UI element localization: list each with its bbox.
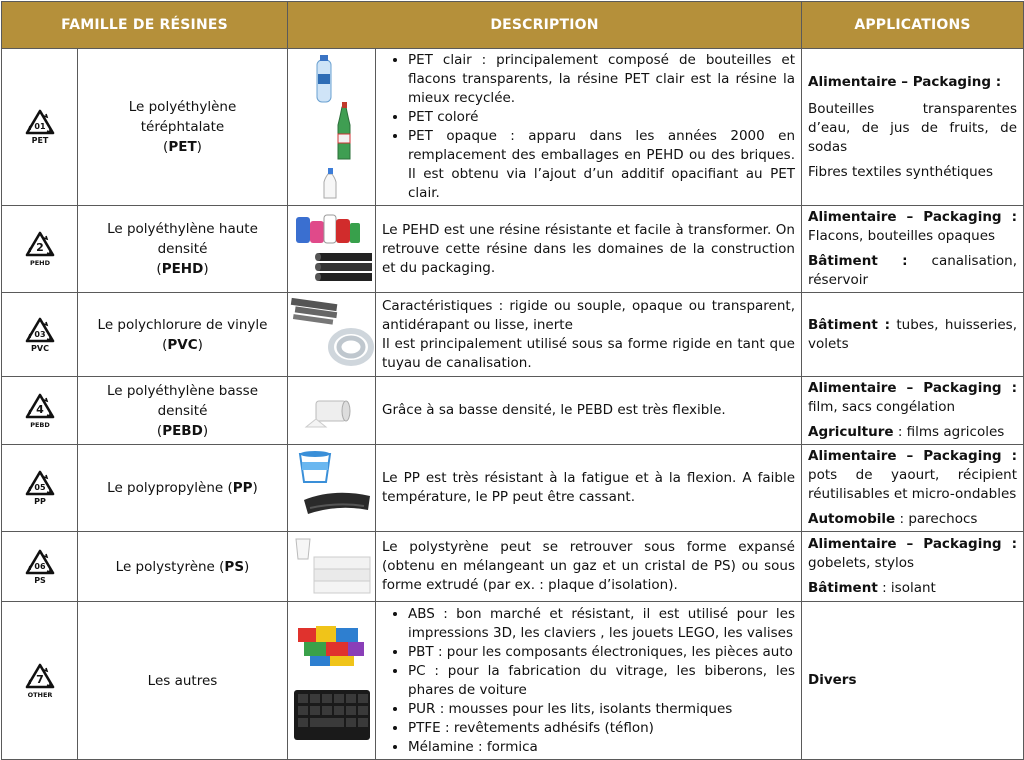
- resin-image-cell: [288, 293, 376, 377]
- application-category: Divers: [808, 672, 857, 688]
- description-item: • PET clair : principalement composé de bouteilles et flacons transparents, la résine PET clair est la résine la mieux recyclée.: [408, 51, 795, 108]
- table-row-other: [2, 602, 1024, 760]
- application-category: Alimentaire – Packaging :: [808, 73, 1002, 90]
- recycling-triangle-icon: [20, 547, 60, 587]
- resin-abbr: PET: [168, 139, 197, 155]
- recycling-symbol-cell: [2, 206, 78, 293]
- resin-applications: [802, 49, 1024, 206]
- description-text: Caractéristiques : rigide ou souple, opaque ou transparent, antidérapant ou lisse, inerte: [382, 297, 795, 333]
- resin-name: [78, 602, 288, 760]
- header-family: FAMILLE DE RÉSINES: [2, 2, 288, 49]
- header-description: DESCRIPTION: [288, 2, 802, 49]
- resin-abbr: PS: [224, 558, 245, 575]
- application-text: tubes, huisseries, volets: [808, 316, 1018, 352]
- bottles-image: [292, 52, 372, 202]
- cup-foam-image: [290, 535, 374, 599]
- application-text: pots de yaourt, récipient réutilisables et micro-ondables: [808, 467, 1017, 502]
- resin-abbr: PEHD: [161, 261, 204, 277]
- resin-description: [376, 206, 802, 293]
- resin-name-text: Le polystyrène: [115, 558, 215, 575]
- table-row-pehd: [2, 206, 1024, 293]
- recycling-triangle-icon: [20, 107, 60, 147]
- resin-abbr-label: PP: [33, 497, 46, 506]
- description-text: Grâce à sa basse densité, le PEBD est très flexible.: [382, 402, 726, 418]
- application-category: Alimentaire – Packaging :: [808, 380, 1017, 396]
- resin-code-label: 05: [33, 483, 46, 492]
- description-list: [382, 51, 795, 203]
- application-category: Alimentaire – Packaging :: [808, 448, 1017, 464]
- description-list: [382, 605, 795, 757]
- resin-name-text: Le polypropylène: [107, 480, 224, 496]
- resin-applications: [802, 602, 1024, 760]
- resin-name-text: Le polyéthylène téréphtalate: [128, 99, 237, 135]
- resin-code-label: 7: [35, 672, 44, 686]
- table-row-ps: [2, 532, 1024, 602]
- resin-name: Le polyéthylène téréphtalate (PET): [78, 49, 288, 206]
- resin-code-label: 06: [33, 561, 46, 571]
- resin-name: Le polyéthylène haute densité (PEHD): [78, 206, 288, 293]
- resin-code-label: 01: [33, 122, 46, 131]
- resin-abbr: PEBD: [162, 422, 203, 439]
- resin-abbr: PVC: [167, 336, 198, 353]
- application-category: Alimentaire – Packaging :: [808, 209, 1017, 225]
- film-roll-image: [302, 391, 362, 431]
- application-text: canalisation, réservoir: [808, 253, 1017, 288]
- description-item: • Mélamine : formica: [408, 738, 795, 757]
- description-item: • PTFE : revêtements adhésifs (téflon): [408, 719, 795, 738]
- recycling-triangle-icon: [20, 315, 60, 355]
- resin-name-text: Le polyéthylène haute densité: [107, 221, 258, 257]
- resin-code-label: 4: [35, 402, 44, 416]
- resin-image-cell: [288, 377, 376, 445]
- resin-applications: [802, 377, 1024, 445]
- application-category: Bâtiment :: [808, 253, 908, 269]
- description-text: Le PEHD est une résine résistante et facile à transformer. On retrouve cette résine dans les domaines de la construction et du packaging.: [382, 221, 795, 276]
- resin-abbr-label: PEHD: [29, 259, 50, 267]
- resin-name-text: Les autres: [147, 672, 218, 689]
- recycling-symbol-cell: [2, 602, 78, 760]
- application-category: Alimentaire – Packaging :: [808, 536, 1017, 552]
- description-item: • ABS : bon marché et résistant, il est utilisé pour les impressions 3D, les claviers , les jouets LEGO, les valises: [408, 605, 795, 643]
- resin-abbr-label: PEBD: [29, 420, 50, 429]
- application-category: Bâtiment :: [808, 316, 890, 333]
- resin-name: Le polyéthylène basse densité (PEBD): [78, 377, 288, 445]
- description-item: • PET coloré: [408, 108, 795, 127]
- resin-applications: [802, 206, 1024, 293]
- resin-code-label: 03: [33, 329, 46, 339]
- recycling-triangle-icon: [20, 229, 60, 269]
- recycling-symbol-cell: [2, 445, 78, 532]
- resin-name: Le polypropylène (PP): [78, 445, 288, 532]
- resin-image-cell: [288, 49, 376, 206]
- resin-description: [376, 49, 802, 206]
- application-text: gobelets, stylos: [808, 555, 915, 571]
- application-text: : isolant: [882, 580, 936, 596]
- resin-abbr-label: PS: [33, 575, 46, 585]
- pvc-pipes-image: [289, 295, 375, 375]
- table-row-pvc: [2, 293, 1024, 377]
- resin-description: [376, 293, 802, 377]
- application-category: Bâtiment: [808, 580, 878, 596]
- description-text: Il est principalement utilisé sous sa forme rigide en tant que tuyau de canalisation.: [382, 335, 795, 371]
- resin-applications: [802, 293, 1024, 377]
- resin-name: Le polystyrène (PS): [78, 532, 288, 602]
- application-category: Agriculture: [808, 424, 894, 440]
- table-row-pp: [2, 445, 1024, 532]
- resin-name-text: Le polychlorure de vinyle: [97, 316, 268, 333]
- recycling-triangle-icon: [20, 661, 60, 701]
- resin-abbr-label: PET: [31, 136, 48, 145]
- application-text: : films agricoles: [897, 424, 1005, 440]
- table-row-pebd: [2, 377, 1024, 445]
- resin-image-cell: [288, 532, 376, 602]
- resin-description: [376, 532, 802, 602]
- resin-description: [376, 377, 802, 445]
- application-text: Bouteilles transparentes d’eau, de jus de fruits, de sodas: [808, 100, 1017, 155]
- detergent-bottles-pipes-image: [290, 209, 374, 289]
- resin-description: [376, 602, 802, 760]
- recycling-symbol-cell: [2, 49, 78, 206]
- recycling-symbol-cell: [2, 377, 78, 445]
- resin-description: [376, 445, 802, 532]
- recycling-symbol-cell: [2, 293, 78, 377]
- resin-applications: [802, 445, 1024, 532]
- description-item: • PET opaque : apparu dans les années 2000 en remplacement des emballages en PEHD ou des briques. Il est obtenu via l’ajout d’un additif opacifiant au PET clair.: [408, 127, 795, 203]
- resin-image-cell: [288, 445, 376, 532]
- resin-table: [1, 1, 1024, 760]
- header-applications: APPLICATIONS: [802, 2, 1024, 49]
- application-text: Fibres textiles synthétiques: [808, 163, 994, 180]
- application-category: Automobile: [808, 511, 896, 527]
- header-row: [2, 2, 1024, 49]
- resin-abbr-label: PVC: [30, 343, 49, 353]
- description-text: Le PP est très résistant à la fatigue et à la flexion. A faible température, le PP peut être cassant.: [382, 470, 795, 505]
- application-text: film, sacs congélation: [808, 399, 956, 415]
- resin-abbr: PP: [232, 480, 253, 496]
- resin-abbr-label: OTHER: [27, 690, 52, 699]
- recycling-symbol-cell: [2, 532, 78, 602]
- description-item: • PBT : pour les composants électroniques, les pièces auto: [408, 643, 795, 662]
- lego-keyboard-image: [290, 606, 374, 756]
- description-item: • PC : pour la fabrication du vitrage, les biberons, les phares de voiture: [408, 662, 795, 700]
- yogurt-bumper-image: [290, 448, 374, 528]
- resin-image-cell: [288, 206, 376, 293]
- table-row-pet: [2, 49, 1024, 206]
- application-text: : parechocs: [899, 511, 978, 527]
- description-text: Le polystyrène peut se retrouver sous forme expansé (obtenu en mélangeant un gaz et un cristal de PS) ou sous forme extrudé (par ex. : plaque d’isolation).: [382, 539, 795, 593]
- resin-code-label: 2: [35, 241, 44, 254]
- resin-name-text: Le polyéthylène basse densité: [106, 382, 259, 419]
- resin-image-cell: [288, 602, 376, 760]
- description-item: • PUR : mousses pour les lits, isolants thermiques: [408, 700, 795, 719]
- application-text: Flacons, bouteilles opaques: [808, 228, 996, 244]
- recycling-triangle-icon: [20, 468, 60, 508]
- recycling-triangle-icon: [20, 391, 60, 431]
- resin-applications: [802, 532, 1024, 602]
- resin-name: Le polychlorure de vinyle (PVC): [78, 293, 288, 377]
